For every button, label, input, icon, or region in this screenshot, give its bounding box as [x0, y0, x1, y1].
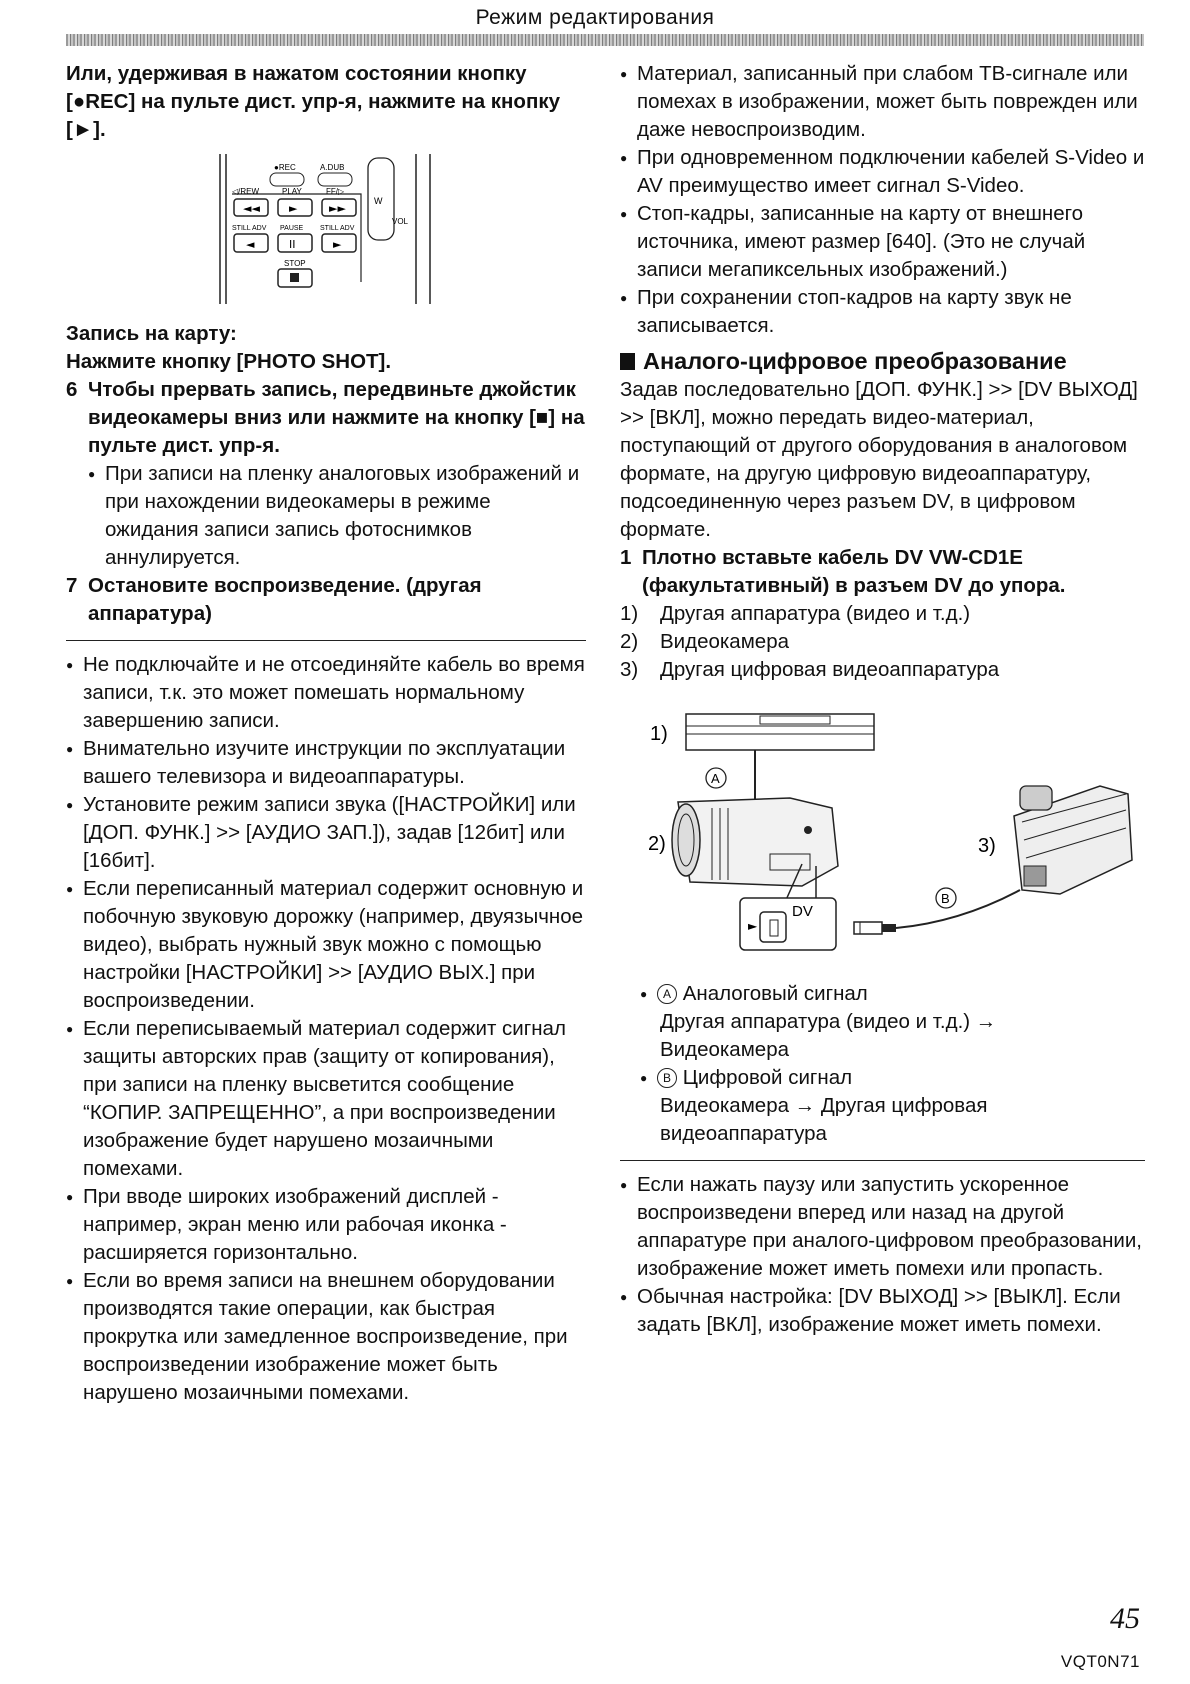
legend-a-desc1: Другая аппаратура (видео и т.д.) → [660, 1010, 997, 1033]
note-item: ● Если нажать паузу или запустить ускоренное воспроизведени вперед или назад на другой аппаратуре при аналого-цифровом преобразовании, изображение может иметь помехи или пропасть. [620, 1171, 1145, 1283]
svg-text:II: II [289, 238, 296, 251]
header-decorative-band [66, 34, 1144, 46]
right-column [620, 60, 1145, 1339]
step-7-text: Остановите воспроизведение. (другая аппаратура) [88, 574, 482, 625]
dv-port-label: DV [792, 903, 813, 920]
remote-adub-label: A.DUB [320, 163, 345, 172]
remote-w-label: W [374, 196, 383, 206]
note-item: ● При вводе широких изображений дисплей - например, экран меню или рабочая иконка - расширяется горизонтально. [66, 1183, 586, 1267]
dv-cable-plug [854, 922, 896, 934]
legend-b-desc2: видеоаппаратура [660, 1122, 827, 1145]
remote-stop-label: STOP [284, 259, 306, 268]
diagram-label-3: 3) [978, 835, 996, 857]
note-item: ● Если переписываемый материал содержит сигнал защиты авторских прав (защиту от копирования), при записи на пленку высветится сообщение “КОПИР. ЗАПРЕЩЕННО”, а при воспроизведении изображение будет нарушено мозаичными помехами. [66, 1015, 586, 1183]
diagram-mark-a: A [711, 771, 720, 786]
remote-play-label: PLAY [282, 187, 302, 196]
section-title: Аналого-цифровое преобразование [643, 348, 1067, 374]
dv-cable [896, 890, 1020, 928]
rec-button[interactable] [270, 173, 304, 186]
remote-still-adv-left-label: STILL ADV [232, 225, 267, 232]
note-item: ● Установите режим записи звука ([НАСТРОЙКИ] или [ДОП. ФУНК.] >> [АУДИО ЗАП.]), задав [12бит] или [16бит]. [66, 791, 586, 875]
document-code: VQT0N71 [1060, 1652, 1140, 1671]
legend-b-title: Цифровой сигнал [682, 1066, 853, 1089]
remote-control-illustration [216, 154, 436, 306]
note-item: ● При сохранении стоп-кадров на карту звук не записывается. [620, 284, 1145, 340]
connection-diagram [620, 690, 1145, 980]
adub-button[interactable] [318, 173, 352, 186]
page-number: 45 [1110, 1602, 1140, 1635]
remote-vol-label: VOL [392, 217, 409, 226]
legend-b-desc1: Видеокамера → Другая цифровая [660, 1094, 988, 1117]
device-list-text: Другая цифровая видеоаппаратура [660, 658, 1000, 681]
step-7 [66, 572, 586, 628]
left-column [66, 60, 586, 1407]
note-item: ● Если переписанный материал содержит основную и побочную звуковую дорожку (например, двуязычное видео), выбрать нужный звук можно с помощью настройки [НАСТРОЙКИ] >> [АУДИО ВЫХ.] при воспроизведении. [66, 875, 586, 1015]
note-item: ● Обычная настройка: [DV ВЫХОД] >> [ВЫКЛ]. Если задать [ВКЛ], изображение может иметь помехи. [620, 1283, 1145, 1339]
camcorder-device [672, 798, 838, 886]
dv-step-1 [620, 544, 1145, 600]
svg-text:►: ► [748, 919, 758, 933]
remote-ff-label: FF/▷ [326, 187, 345, 196]
dv-step-1-text: Плотно вставьте кабель DV VW-CD1E (факультативный) в разъем DV до упора. [642, 546, 1066, 597]
legend-b-mark: B [657, 1068, 677, 1088]
svg-text:►►: ►► [329, 202, 346, 215]
note-item: ● Материал, записанный при слабом ТВ-сигнале или помехах в изображении, может быть поврежден или даже невоспроизводим. [620, 60, 1145, 144]
diagram-legend-a [620, 980, 1145, 1064]
card-heading: Запись на карту: [66, 322, 237, 345]
note-item: ● Внимательно изучите инструкции по эксплуатации вашего телевизора и видеоаппаратуры. [66, 735, 586, 791]
device-list-item [620, 656, 1145, 684]
digital-video-device [1014, 786, 1132, 894]
divider-rule [620, 1160, 1145, 1161]
note-item: ● Если во время записи на внешнем оборудовании производятся такие операции, как быстрая прокрутка или замедленное воспроизведение, при воспроизведении изображение может быть нарушено мозаичными помехами. [66, 1267, 586, 1407]
card-instruction: Нажмите кнопку [PHOTO SHOT]. [66, 350, 392, 373]
legend-b-title-line [640, 1064, 1145, 1092]
note-item: ● Не подключайте и не отсоединяйте кабель во время записи, т.к. это может помешать нормальному завершению записи. [66, 651, 586, 735]
remote-rec-label: ●REC [274, 163, 296, 172]
step-7-number: 7 [66, 574, 78, 597]
diagram-label-2: 2) [648, 833, 666, 855]
section-heading [620, 346, 1145, 376]
device-list-number: 3) [620, 658, 639, 681]
svg-text:◄◄: ◄◄ [243, 202, 260, 215]
device-list-number: 2) [620, 630, 639, 653]
diagram-label-1: 1) [650, 723, 668, 745]
note-item: ● При одновременном подключении кабелей S-Video и AV преимущество имеет сигнал S-Video. [620, 144, 1145, 200]
section-square-icon [620, 353, 635, 370]
device-list-text: Другая аппаратура (видео и т.д.) [660, 602, 971, 625]
remote-pause-label: PAUSE [280, 225, 304, 232]
divider-rule [66, 640, 586, 641]
legend-a-title: Аналоговый сигнал [682, 982, 868, 1005]
dv-step-1-number: 1 [620, 546, 632, 569]
legend-a-title-line [640, 980, 1145, 1008]
step-6-number: 6 [66, 378, 78, 401]
svg-text:►: ► [289, 202, 298, 215]
svg-text:◄: ◄ [246, 238, 255, 251]
diagram-legend-b [620, 1064, 1145, 1148]
page-header-title: Режим редактирования [475, 6, 715, 29]
legend-a-mark: A [657, 984, 677, 1004]
step-6 [66, 376, 586, 460]
device-list-item [620, 600, 1145, 628]
svg-text:►: ► [333, 238, 342, 251]
device-list-number: 1) [620, 602, 639, 625]
legend-a-desc2: Видеокамера [660, 1038, 790, 1061]
intro-instruction: Или, удерживая в нажатом состоянии кнопку [●REC] на пульте дист. упр-я, нажмите на кнопку [►]. [66, 62, 561, 141]
remote-rew-label: ◁/REW [232, 187, 260, 196]
note-item: ● Стоп-кадры, записанные на карту от внешнего источника, имеют размер [640]. (Это не случай записи мегапиксельных изображений.) [620, 200, 1145, 284]
device-list-text: Видеокамера [660, 630, 790, 653]
diagram-mark-b: B [941, 891, 950, 906]
device-list-item [620, 628, 1145, 656]
remote-still-adv-right-label: STILL ADV [320, 225, 355, 232]
section-intro-text: Задав последовательно [ДОП. ФУНК.] >> [DV ВЫХОД] >> [ВКЛ], можно передать видео-материал, поступающий от другого оборудования в аналоговом формате, на другую цифровую видеоаппаратуру, подсоединенную через разъем DV, в цифровом формате. [620, 378, 1138, 541]
step-6-note: ● При записи на пленку аналоговых изображений и при нахождении видеокамеры в режиме ожидания записи запись фотоснимков аннулируется. [88, 460, 586, 572]
vcr-device [686, 714, 874, 750]
step-6-text: Чтобы прервать запись, передвиньте джойстик видеокамеры вниз или нажмите на кнопку [■] на пульте дист. упр-я. [88, 378, 585, 457]
